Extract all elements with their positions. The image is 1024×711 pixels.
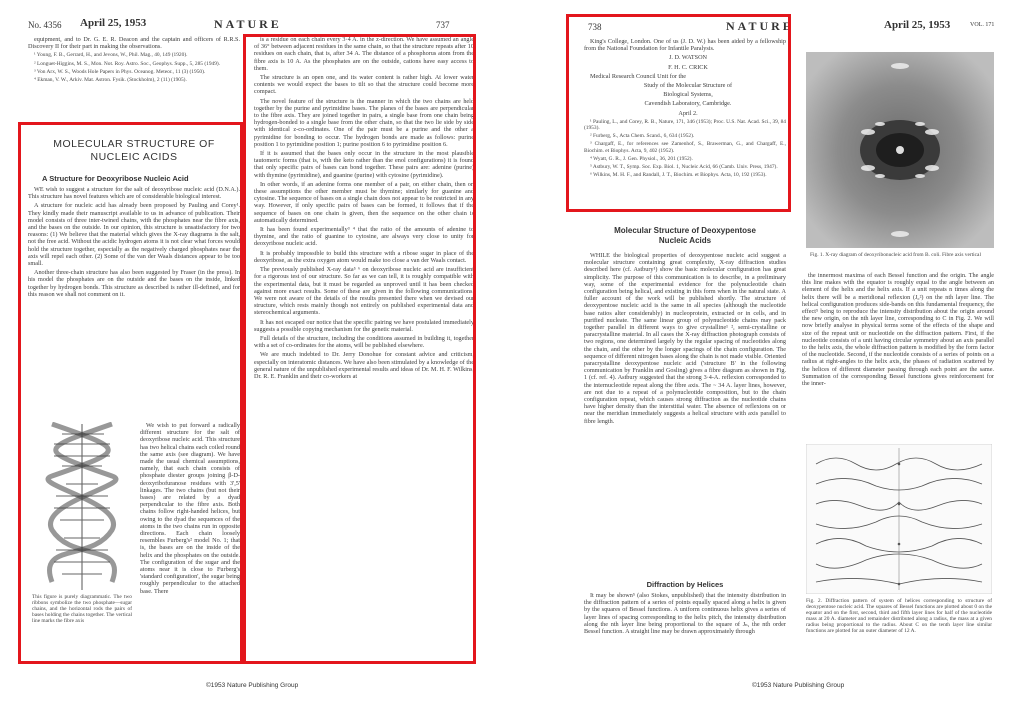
right-col1 bbox=[584, 252, 786, 574]
paragraph: The previously published X-ray data⁵ ⁶ on deoxyribose nucleic acid are insufficient for a rigorous test of our structure. So far as we can tell, it is roughly compatible with the experimental data, but it must be regarded as unproved until it has been checked against more exact results. Some of these are given in the following communications. We were not aware of the details of the results presented there when we devised our structure, which rests mainly though not entirely on published experimental data and stereochemical arguments. bbox=[254, 266, 474, 317]
paragraph: It may be shown⁵ (also Stokes, unpublished) that the intensity distribution in the diffraction pattern of a series of points equally spaced along a helix is given by the squares of Bessel functions. A uniform continuous helix gives a series of layer lines of spacing corresponding to the helix pitch, the intensity distribution along the nth layer line being proportional to the square of Jₙ, the nth order Bessel function. A straight line may be drawn approximately through bbox=[584, 592, 786, 636]
top-ref: ⁴ Ekman, V. W., Arkiv. Mat. Astron. Fysik. (Stockholm), 2 (11) (1905). bbox=[34, 77, 187, 84]
right-footer: ©1953 Nature Publishing Group bbox=[752, 682, 845, 689]
intro-text: equipment, and to Dr. G. E. R. Deacon and the captain and officers of R.R.S. Discovery II for their part in making the observations. bbox=[28, 36, 240, 51]
article2-title bbox=[584, 226, 786, 246]
reference: ² Furberg, S., Acta Chem. Scand., 6, 634 (1952). bbox=[590, 133, 695, 140]
affiliation-line: Medical Research Council Unit for the bbox=[590, 72, 687, 80]
left-masthead: NATURE bbox=[214, 17, 282, 31]
left-date: April 25, 1953 bbox=[80, 17, 147, 29]
right-date: April 25, 1953 bbox=[884, 19, 951, 31]
issue-number: No. 4356 bbox=[28, 20, 62, 30]
left-col2 bbox=[254, 36, 474, 656]
reference: ⁵ Astbury, W. T., Symp. Soc. Exp. Biol. 1, Nucleic Acid, 66 (Camb. Univ. Press, 1947). bbox=[590, 164, 778, 171]
paragraph: The novel feature of the structure is the manner in which the two chains are held together by the purine and pyrimidine bases. The planes of the bases are perpendicular to the fibre axis. They are joined together in pairs, a single base from one chain being hydrogen-bonded to a single base from the other chain, so that the two lie side by side with identical z-co-ordinates. One of the pair must be a purine and the other a pyrimidine for bonding to occur. The hydrogen bonds are made as follows: purine position 1 to pyrimidine position 1; purine position 6 to pyrimidine position 6. bbox=[254, 97, 474, 148]
paragraph: is a residue on each chain every 3·4 A. in the z-direction. We have assumed an angle of 36° between adjacent residues in the same chain, so that the structure repeats after 10 residues on each chain, that is, after 34 A. The distance of a phosphorus atom from the fibre axis is 10 A. As the phosphates are on the outside, cations have easy access to them. bbox=[254, 36, 474, 72]
right-page bbox=[566, 14, 1006, 664]
right-col1-tail bbox=[584, 592, 786, 658]
left-col1-lower bbox=[140, 422, 240, 652]
right-top-block bbox=[584, 38, 786, 216]
left-page-number: 737 bbox=[436, 20, 450, 30]
paragraph: Full details of the structure, including the conditions assumed in building it, together with a set of co-ordinates for the atoms, will be published elsewhere. bbox=[254, 334, 474, 350]
helix-figure-caption: This figure is purely diagrammatic. The two ribbons symbolize the two phosphate—sugar chains, and the horizontal rods the pairs of bases holding the chains together. The vertical line marks the fibre axis bbox=[32, 594, 132, 624]
top-ref: ² Longuet-Higgins, M. S., Mon. Not. Roy. Astro. Soc., Geophys. Supp., 5, 285 (1949). bbox=[34, 60, 221, 67]
article2-title-line1: Molecular Structure of Deoxypentose bbox=[614, 226, 756, 235]
paragraph: It has been found experimentally³ ⁴ that the ratio of the amounts of adenine to thymine, and the ratio of guanine to cytosine, are always very close to unity for deoxyribose nucleic acid. bbox=[254, 226, 474, 248]
affiliation-line: Biological Systems, bbox=[663, 91, 713, 99]
right-col2 bbox=[802, 272, 994, 440]
reference: ⁴ Wyatt, G. R., J. Gen. Physiol., 36, 201 (1952). bbox=[590, 155, 693, 162]
bessel-diagram bbox=[806, 444, 992, 594]
paragraph: WE wish to suggest a structure for the salt of deoxyribose nucleic acid (D.N.A.). This structure has novel features which are of considerable biological interest. bbox=[28, 186, 240, 201]
paragraph: It is probably impossible to build this structure with a ribose sugar in place of the deoxyribose, as the extra oxygen atom would make too close a van der Waals contact. bbox=[254, 249, 474, 264]
reference: ⁶ Wilkins, M. H. F., and Randall, J. T., Biochim. et Biophys. Acta, 10, 192 (1953). bbox=[590, 172, 767, 179]
fig2-caption: Fig. 2. Diffraction pattern of system of helices corresponding to structure of deoxypentose nucleic acid. The squares of Bessel functions are plotted about 0 on the equator and on the first, second, third and fifth layer lines for half of the nucleotide mass at 20 A. diameter and remainder distributed along a radius, the mass at a given radius being proportional to the radius. About C on the tenth layer line similar functions are plotted for an outer diameter of 12 A. bbox=[806, 598, 992, 634]
left-col1-upper bbox=[28, 186, 240, 416]
paragraph: Another three-chain structure has also been suggested by Fraser (in the press). In his model the phosphates are on the outside and the bases on the inside, linked together by hydrogen bonds. This structure as described is rather ill-defined, and for this reason we shall not comment on it. bbox=[28, 269, 240, 298]
paragraph: WHILE the biological properties of deoxypentose nucleic acid suggest a molecular structure containing great complexity, X-ray diffraction studies described here (cf. Astbury¹) show the basic molecular configuration has great simplicity. The purpose of this communication is to describe, in a preliminary way, some of the experimental evidence for the polynucleotide chain configuration being helical, and existing in this form when in the natural state. A fuller account of the work will be published shortly. The structure of deoxypentose nucleic acid is the same in all species (although the nucleotide base ratios alter considerably) in nucleoprotein, extracted or in cells, and in purified nucleate. The same linear group of polynucleotide chains may pack together parallel in different ways to give crystalline¹ ², semi-crystalline or paracrystalline material. In all cases the X-ray diffraction photograph consists of two regions, one determined largely by the regular spacing of nucleotides along the chain, and the other by the longer spacings of the chain configuration. The sequence of different nitrogen bases along the chain is not made visible. Oriented paracrystalline deoxypentose nucleic acid ('structure B' in the following communication by Franklin and Gosling) gives a fibre diagram as shown in Fig. 1 (cf. ref. 4). Astbury suggested that the strong 3·4-A. reflexion corresponded to the internucleotide repeat along the fibre axis. The ~ 34 A. layer lines, however, are not due to a repeat of a polynucleotide composition, but to the chain configuration repeat, which causes strong diffraction as the nucleotide chains have higher density than the interstitial water. The absence of reflexions on or near the meridian immediately suggests a helical structure with axis parallel to fibre length. bbox=[584, 252, 786, 425]
signature-name: F. H. C. CRICK bbox=[668, 63, 708, 71]
section-subhead: Diffraction by Helices bbox=[646, 580, 724, 589]
article-title-line1: MOLECULAR STRUCTURE OF bbox=[53, 138, 215, 150]
double-helix-figure bbox=[32, 422, 132, 592]
right-masthead: NATURE bbox=[726, 19, 794, 33]
top-ref: ³ Von Arx, W. S., Woods Hole Papers in Phys. Oceanog. Meteor., 11 (3) (1950). bbox=[34, 68, 206, 75]
fig1-caption: Fig. 1. X-ray diagram of deoxyribonucleic acid from B. coli. Fibre axis vertical bbox=[810, 252, 981, 258]
paragraph: We wish to put forward a radically different structure for the salt of deoxyribose nucleic acid. This structure has two helical chains each coiled round the same axis (see diagram). We have made the usual chemical assumptions, namely, that each chain consists of phosphate diester groups joining β-D-deoxyribofuranose residues with 3',5' linkages. The two chains (but not their bases) are related by a dyad perpendicular to the fibre axis. Both chains follow right-handed helices, but owing to the dyad the sequences of the atoms in the two chains run in opposite directions. Each chain loosely resembles Furberg's² model No. 1; that is, the bases are on the inside of the helix and the phosphates on the outside. The configuration of the sugar and the atoms near it is close to Furberg's 'standard configuration', the sugar being roughly perpendicular to the attached base. There bbox=[140, 422, 240, 595]
article-title-line2: NUCLEIC ACIDS bbox=[90, 151, 178, 163]
xray-diffraction-photo bbox=[806, 52, 994, 248]
affiliation-line: Study of the Molecular Structure of bbox=[643, 82, 733, 90]
left-footer: ©1953 Nature Publishing Group bbox=[206, 682, 299, 689]
signature-name: J. D. WATSON bbox=[668, 54, 708, 62]
paragraph: King's College, London. One of us (J. D. W.) has been aided by a fellowship from the National Foundation for Infantile Paralysis. bbox=[584, 38, 786, 53]
reference: ³ Chargaff, E., for references see Zamenhof, S., Brawerman, G., and Chargaff, E., Biochim. et Biophys. Acta, 9, 402 (1952). bbox=[584, 141, 786, 154]
top-ref: ¹ Young, F. B., Gerrard, H., and Jevons, W., Phil. Mag., 40, 149 (1920). bbox=[34, 52, 188, 59]
article-subtitle: A Structure for Deoxyribose Nucleic Acid bbox=[42, 174, 189, 183]
left-page bbox=[18, 12, 486, 668]
affiliation-line: Cavendish Laboratory, Cambridge. bbox=[644, 100, 732, 108]
reference: ¹ Pauling, L., and Corey, R. B., Nature, 171, 346 (1953); Proc. U.S. Nat. Acad. Sci., 39, 84 (1953). bbox=[584, 118, 786, 132]
top-left-block bbox=[28, 36, 240, 131]
paragraph: In other words, if an adenine forms one member of a pair, on either chain, then on these assumptions the other member must be thymine; similarly for guanine and cytosine. The sequence of bases on a single chain does not appear to be restricted in any way. However, if only specific pairs of bases can be formed, it follows that if the sequence of bases on one chain is given, then the sequence on the other chain is automatically determined. bbox=[254, 180, 474, 224]
article2-title-line2: Nucleic Acids bbox=[658, 236, 712, 245]
paragraph: A structure for nucleic acid has already been proposed by Pauling and Corey¹. They kindly made their manuscript available to us in advance of publication. Their model consists of three inter-twined chains, with the phosphates near the fibre axis, and the bases on the outside. In our opinion, this structure is unsatisfactory for two reasons: (1) We believe that the material which gives the X-ray diagrams is the salt, not the free acid. Without the acidic hydrogen atoms it is not clear what forces would hold the structure together, especially as the negatively charged phosphates near the axis will repel each other. (2) Some of the van der Waals distances appear to be too small. bbox=[28, 202, 240, 268]
paragraph: We are much indebted to Dr. Jerry Donohue for constant advice and criticism, especially on interatomic distances. We have also been stimulated by a knowledge of the general nature of the unpublished experimental results and ideas of Dr. M. H. F. Wilkins, Dr. R. E. Franklin and their co-workers at bbox=[254, 351, 474, 380]
paragraph: the innermost maxima of each Bessel function and the origin. The angle this line makes with the equator is roughly equal to the angle between an element of the helix and the helix axis. If a unit repeats n times along the helix there will be a meridional reflexion (J₀²) on the nth layer line. The helical configuration produces side-bands on this fundamental frequency, the effect⁵ being to reproduce the intensity distribution about the origin around the new origin, on the nth layer line, corresponding to C in Fig. 2. We will now briefly analyse in physical terms some of the effects of the shape and size of the repeat unit or nucleotide on the diffraction pattern. First, if the nucleotide consists of a unit having circular symmetry about an axis parallel to the helix axis, the whole diffraction pattern is modified by the form factor of the nucleotide. Second, if the nucleotide consists of a series of points on a radius at right-angles to the helix axis, the phases of radiation scattered by the helices of different diameter passing through each point are the same. Summation of the corresponding Bessel functions gives reinforcement for the inner- bbox=[802, 272, 994, 388]
right-page-number: 738 bbox=[588, 22, 602, 32]
paragraph: If it is assumed that the bases only occur in the structure in the most plausible tautomeric forms (that is, with the keto rather than the enol configurations) it is found that only specific pairs of bases can bond together. These pairs are: adenine (purine) with thymine (pyrimidine), and guanine (purine) with cytosine (pyrimidine). bbox=[254, 150, 474, 179]
volume: VOL. 171 bbox=[970, 22, 995, 28]
paragraph: The structure is an open one, and its water content is rather high. At lower water contents we would expect the bases to tilt so that the structure could become more compact. bbox=[254, 74, 474, 96]
affiliation-line: April 2. bbox=[678, 109, 698, 117]
paragraph: It has not escaped our notice that the specific pairing we have postulated immediately suggests a possible copying mechanism for the genetic material. bbox=[254, 318, 474, 333]
article-title bbox=[28, 138, 240, 164]
